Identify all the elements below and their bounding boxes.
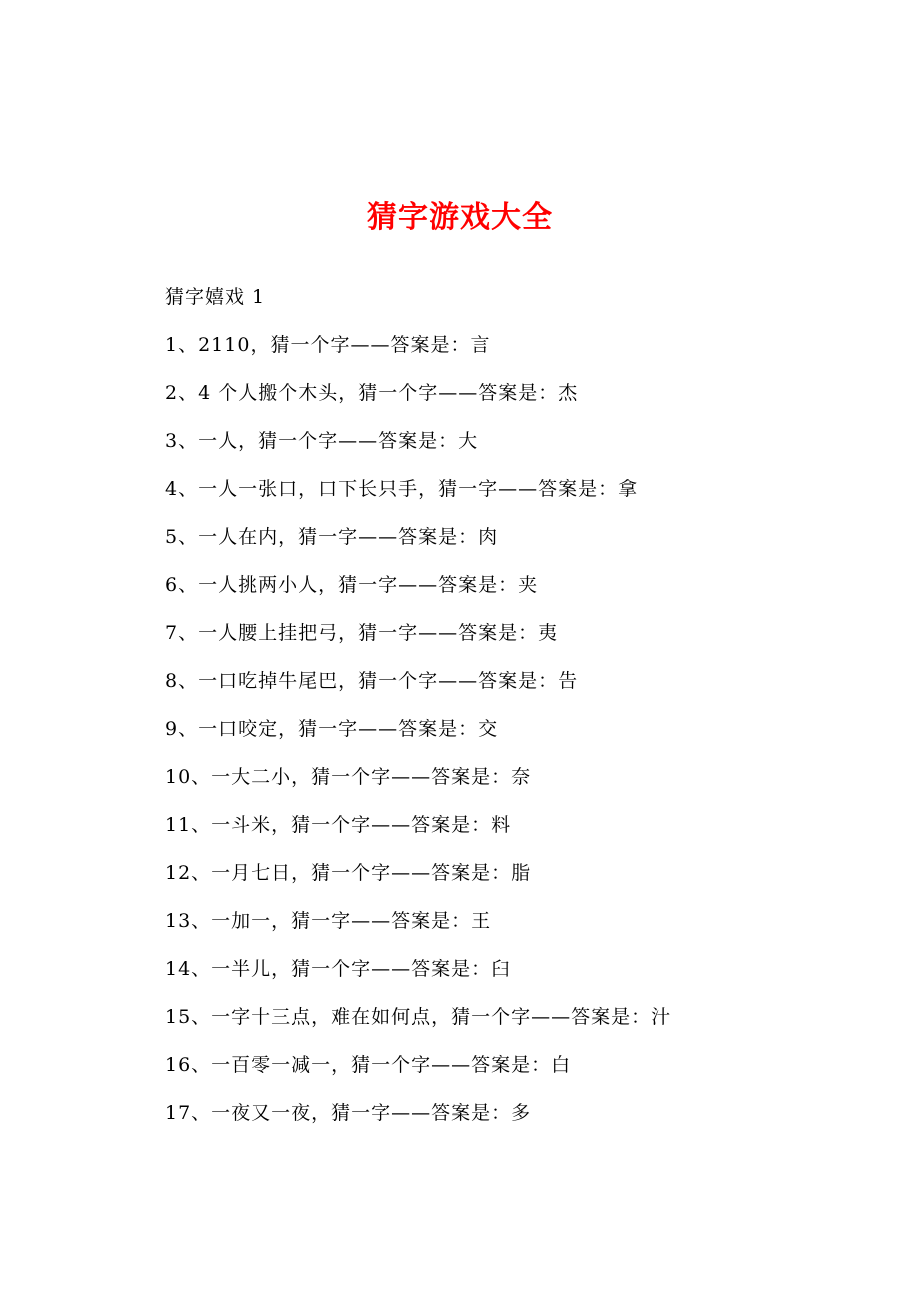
riddle-item: 9、一口咬定，猜一字——答案是：交 — [165, 718, 499, 740]
riddle-item: 3、一人，猜一个字——答案是：大 — [165, 430, 479, 452]
riddle-item: 16、一百零一减一，猜一个字——答案是：白 — [165, 1054, 572, 1076]
riddle-item: 12、一月七日，猜一个字——答案是：脂 — [165, 862, 532, 884]
riddle-item: 1、2110，猜一个字——答案是：言 — [165, 334, 491, 356]
riddle-item: 13、一加一，猜一字——答案是：王 — [165, 910, 492, 932]
riddle-item: 4、一人一张口，口下长只手，猜一字——答案是：拿 — [165, 478, 639, 500]
riddle-item: 15、一字十三点，难在如何点，猜一个字——答案是：汁 — [165, 1006, 672, 1028]
riddle-item: 17、一夜又一夜，猜一字——答案是：多 — [165, 1102, 532, 1124]
riddle-item: 2、4 个人搬个木头，猜一个字——答案是：杰 — [165, 382, 579, 404]
riddle-list — [165, 329, 865, 1129]
riddle-item: 14、一半儿，猜一个字——答案是：臼 — [165, 958, 512, 980]
riddle-item: 8、一口吃掉牛尾巴，猜一个字——答案是：告 — [165, 670, 579, 692]
page-title: 猜字游戏大全 — [367, 200, 553, 235]
riddle-item: 5、一人在内，猜一字——答案是：肉 — [165, 526, 499, 548]
riddle-item: 7、一人腰上挂把弓，猜一字——答案是：夷 — [165, 622, 559, 644]
section-heading: 猜字嬉戏 1 — [165, 286, 266, 308]
riddle-item: 6、一人挑两小人，猜一字——答案是：夹 — [165, 574, 539, 596]
document-body — [165, 281, 865, 1145]
riddle-item: 10、一大二小，猜一个字——答案是：奈 — [165, 766, 532, 788]
riddle-item: 11、一斗米，猜一个字——答案是：料 — [165, 814, 512, 836]
